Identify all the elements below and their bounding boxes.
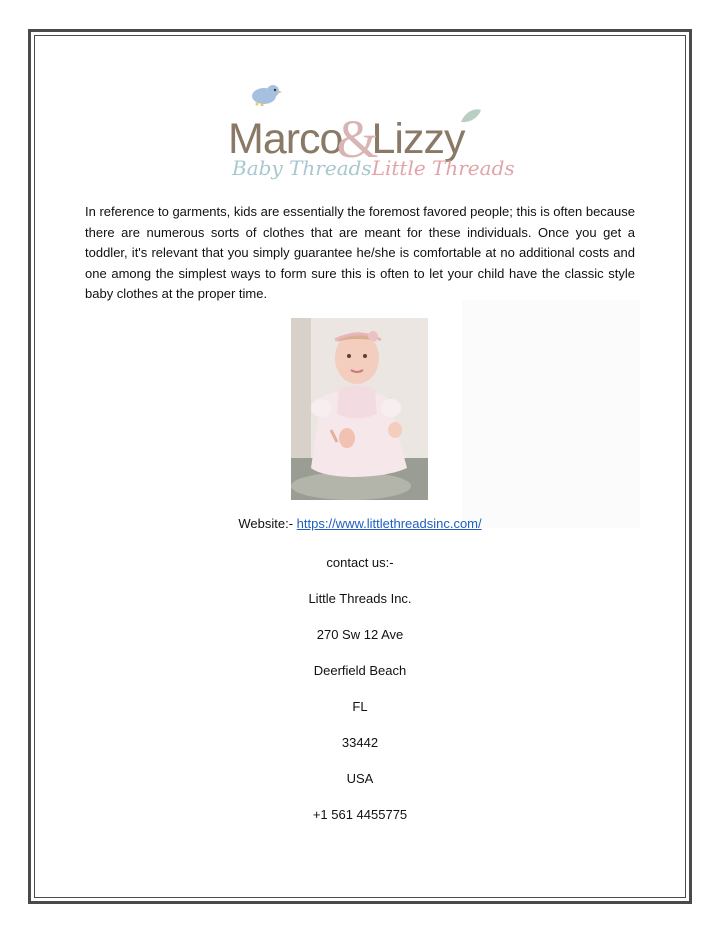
company-name: Little Threads Inc. (308, 591, 412, 606)
logo-sub-left: Baby Threads (232, 156, 372, 180)
logo-ampersand: & (336, 109, 378, 169)
country: USA (346, 771, 374, 786)
city: Deerfield Beach (313, 663, 407, 678)
website-link[interactable]: https://www.littlethreadsinc.com/ (296, 516, 482, 531)
logo-brand-left: Marco (228, 115, 343, 163)
street-address: 270 Sw 12 Ave (316, 627, 404, 642)
phone-number: +1 561 4455775 (312, 807, 408, 822)
website-line (0, 516, 720, 531)
zip-code: 33442 (341, 735, 379, 750)
logo-brand-right: Lizzy (371, 115, 465, 163)
state: FL (352, 699, 368, 714)
brand-logo (228, 78, 515, 188)
baby-photo-illustration (291, 318, 428, 500)
logo-subtitle (232, 156, 515, 186)
baby-photo (291, 318, 428, 500)
website-label: Website:- (238, 516, 294, 531)
background-panel (462, 300, 640, 528)
bird-icon (248, 82, 282, 106)
logo-sub-right: Little Threads (371, 156, 515, 180)
contact-label: contact us:- (326, 555, 394, 570)
intro-paragraph: In reference to garments, kids are essentially the foremost favored people; this is often because there are numerous sorts of clothes that are meant for these individuals. Once you get a toddler, it's relevant that you simply guarantee he/she is comfortable at no additional costs and one among the simplest ways to form sure this is often to let your child have the classic style baby clothes at the proper time. (85, 204, 635, 301)
